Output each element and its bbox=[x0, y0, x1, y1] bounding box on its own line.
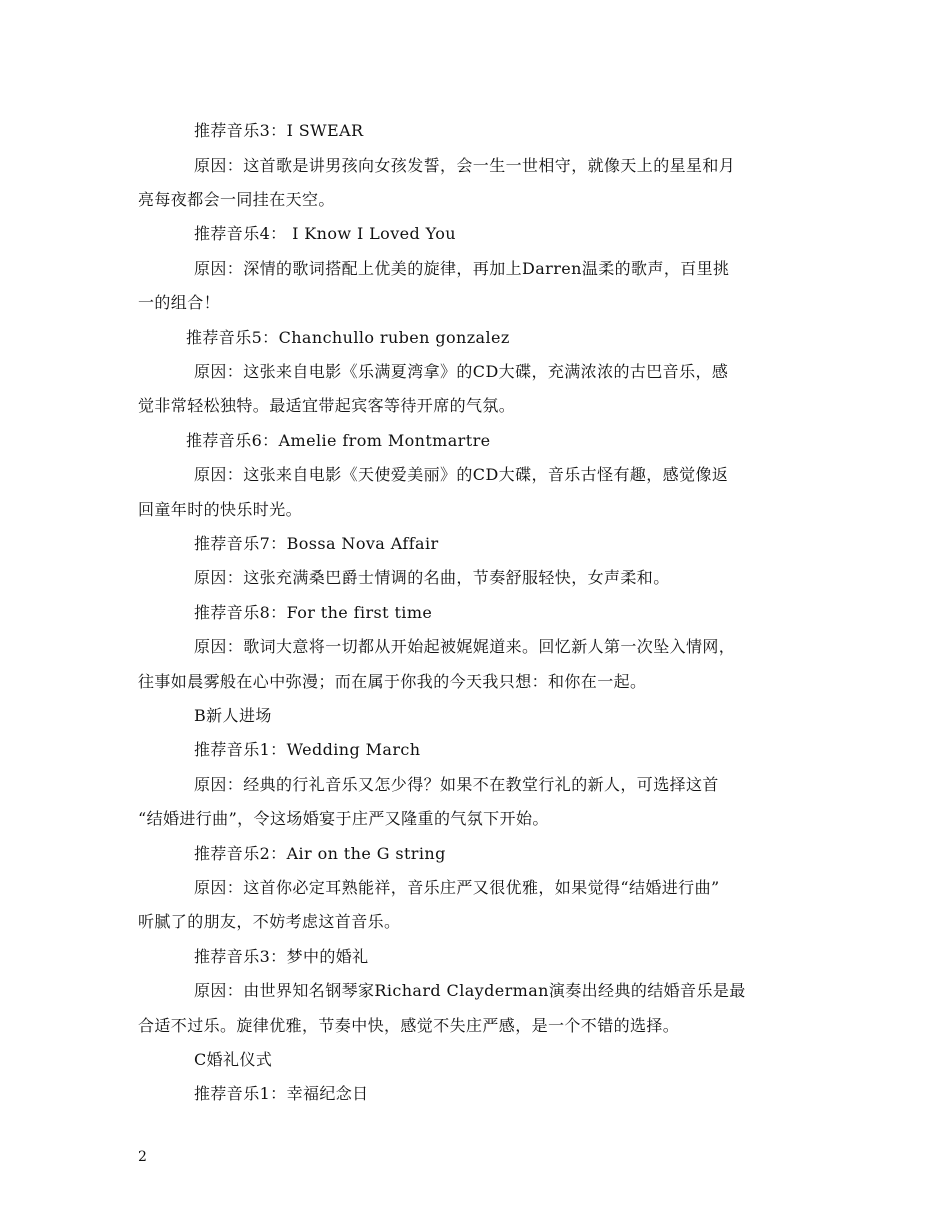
text-line: 推荐音乐6：Amelie from Montmartre bbox=[186, 431, 491, 450]
text-line: 原因：这首你必定耳熟能祥，音乐庄严又很优雅，如果觉得“结婚进行曲” bbox=[194, 878, 720, 897]
text-line: 原因：经典的行礼音乐又怎少得？如果不在教堂行礼的新人，可选择这首 bbox=[194, 775, 719, 794]
page-number: 2 bbox=[138, 1149, 147, 1165]
text-line: 往事如晨雾般在心中弥漫；而在属于你我的今天我只想：和你在一起。 bbox=[138, 672, 647, 691]
text-line: 原因：这首歌是讲男孩向女孩发誓，会一生一世相守，就像天上的星星和月 bbox=[194, 156, 736, 175]
section-heading: C婚礼仪式 bbox=[194, 1050, 273, 1069]
text-line: “结婚进行曲”，令这场婚宴于庄严又隆重的气氛下开始。 bbox=[138, 809, 549, 828]
text-line: 原因：这张充满桑巴爵士情调的名曲，节奏舒服轻快，女声柔和。 bbox=[194, 568, 670, 587]
text-line: 觉非常轻松独特。最适宜带起宾客等待开席的气氛。 bbox=[138, 396, 516, 415]
text-line: 原因：这张来自电影《乐满夏湾拿》的CD大碟，充满浓浓的古巴音乐，感 bbox=[194, 362, 729, 381]
text-line: 合适不过乐。旋律优雅，节奏中快，感觉不失庄严感，是一个不错的选择。 bbox=[138, 1016, 680, 1035]
text-line: 推荐音乐3：梦中的婚礼 bbox=[194, 947, 369, 966]
section-heading: B新人进场 bbox=[194, 706, 272, 725]
text-line: 推荐音乐5：Chanchullo ruben gonzalez bbox=[186, 328, 510, 347]
text-line: 推荐音乐1：Wedding March bbox=[194, 740, 421, 759]
text-line: 推荐音乐8：For the first time bbox=[194, 603, 433, 622]
text-line: 回童年时的快乐时光。 bbox=[138, 500, 303, 519]
text-line: 听腻了的朋友，不妨考虑这首音乐。 bbox=[138, 912, 401, 931]
text-line: 亮每夜都会一同挂在天空。 bbox=[138, 190, 335, 209]
text-line: 一的组合！ bbox=[138, 293, 221, 312]
text-line: 推荐音乐1：幸福纪念日 bbox=[194, 1084, 369, 1103]
text-line: 原因：深情的歌词搭配上优美的旋律，再加上Darren温柔的歌声，百里挑 bbox=[194, 259, 730, 278]
text-line: 推荐音乐2：Air on the G string bbox=[194, 844, 446, 863]
text-line: 推荐音乐7：Bossa Nova Affair bbox=[194, 534, 439, 553]
text-line: 原因：这张来自电影《天使爱美丽》的CD大碟，音乐古怪有趣，感觉像返 bbox=[194, 465, 729, 484]
text-line: 推荐音乐3：I SWEAR bbox=[194, 121, 364, 140]
text-line: 原因：由世界知名钢琴家Richard Clayderman演奏出经典的结婚音乐是最 bbox=[194, 981, 746, 1000]
text-line: 原因：歌词大意将一切都从开始起被娓娓道来。回忆新人第一次坠入情网， bbox=[194, 637, 736, 656]
text-line: 推荐音乐4： I Know I Loved You bbox=[194, 224, 456, 243]
